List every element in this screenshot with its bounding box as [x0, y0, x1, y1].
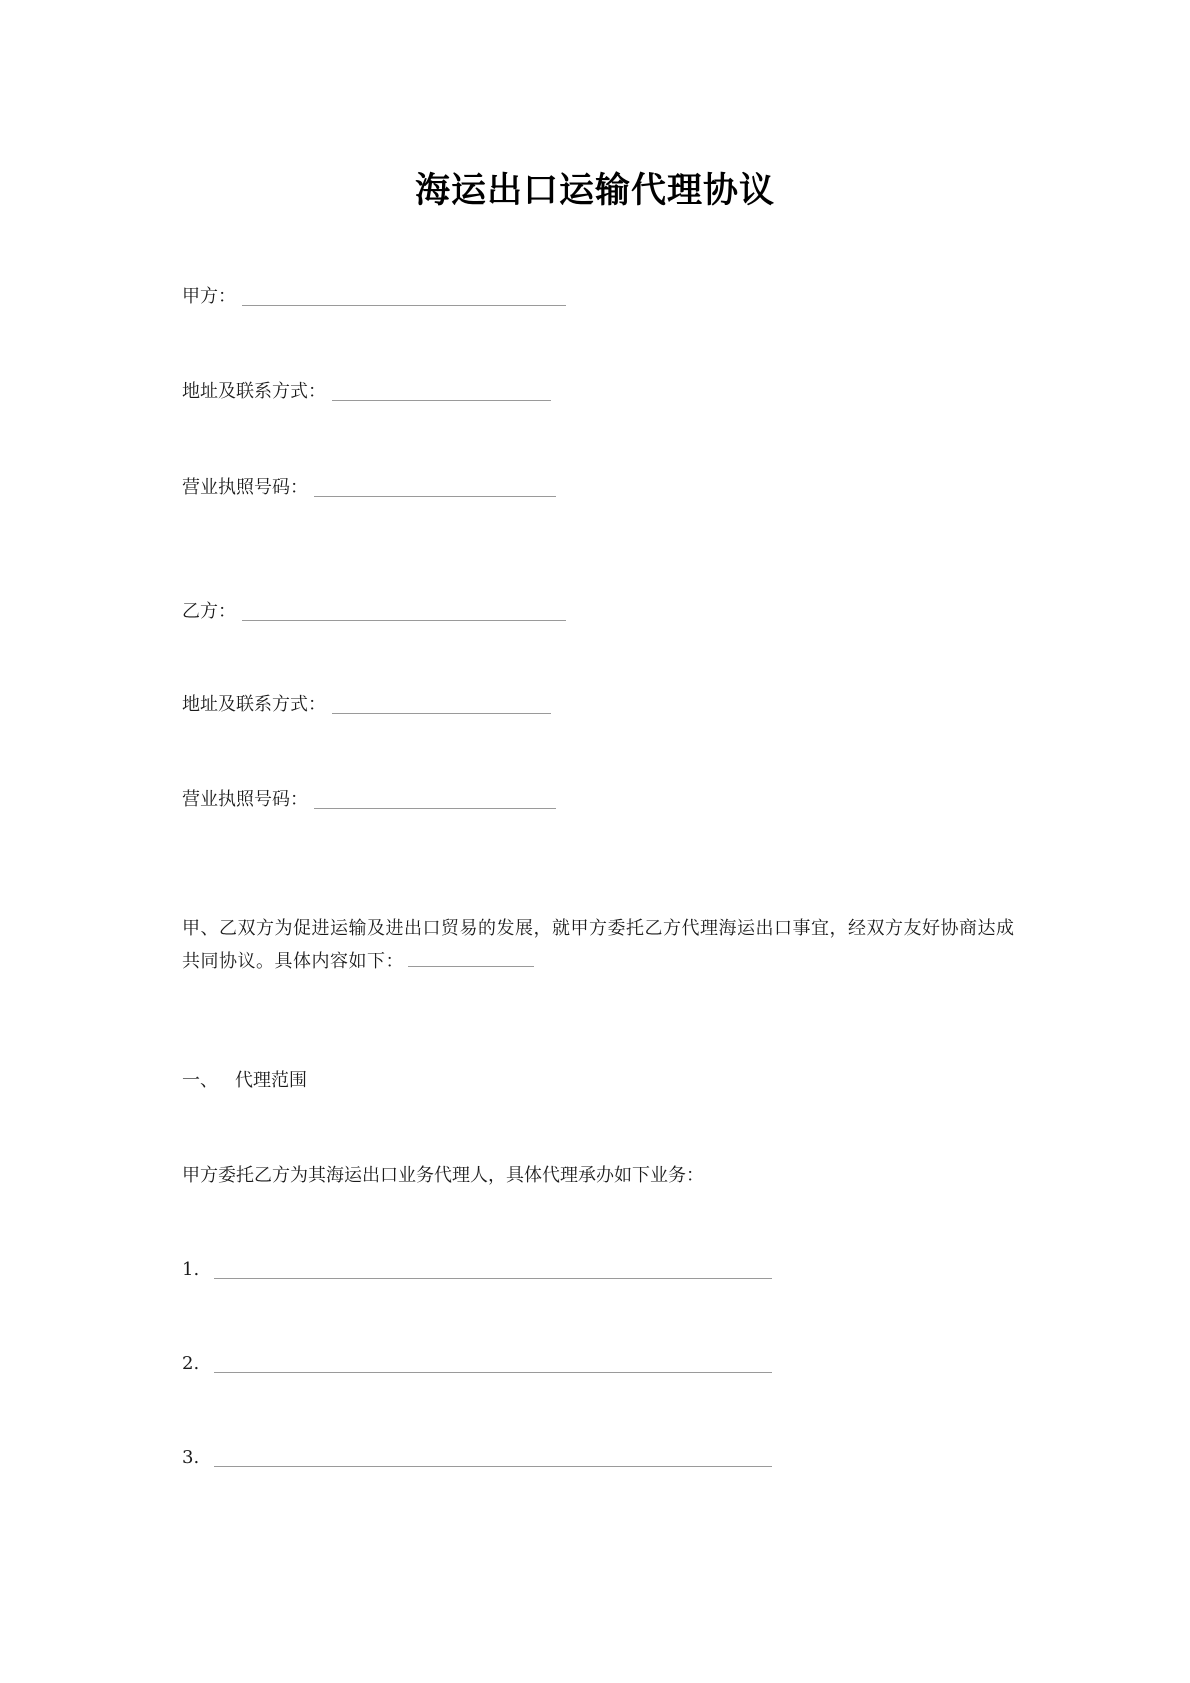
party-a-name-row [182, 285, 566, 309]
party-b-name-label: 乙方： [182, 601, 236, 622]
item-1-number: 1. [182, 1259, 200, 1280]
party-b-name-field[interactable] [242, 602, 566, 621]
preamble-paragraph [182, 912, 1017, 978]
party-a-name-field[interactable] [242, 287, 566, 306]
party-a-license-row [182, 476, 556, 500]
section-1-heading [182, 1069, 307, 1093]
preamble-blank-field[interactable] [408, 948, 534, 967]
party-b-address-label: 地址及联系方式： [182, 694, 326, 715]
party-b-license-row [182, 788, 556, 812]
item-2-field[interactable] [214, 1354, 772, 1373]
party-a-license-label: 营业执照号码： [182, 477, 308, 498]
party-b-address-field[interactable] [332, 695, 551, 714]
item-3-number: 3. [182, 1447, 200, 1468]
preamble-text: 甲、乙双方为促进运输及进出口贸易的发展，就甲方委托乙方代理海运出口事宜，经双方友好协商达成共同协议。具体内容如下： [182, 918, 1015, 972]
party-b-license-field[interactable] [314, 790, 556, 809]
section-1-title: 代理范围 [235, 1070, 307, 1091]
party-a-license-field[interactable] [314, 478, 556, 497]
section-1-item-3 [182, 1446, 772, 1470]
party-a-address-row [182, 380, 551, 404]
section-1-item-2 [182, 1352, 772, 1376]
item-3-field[interactable] [214, 1448, 772, 1467]
party-a-address-label: 地址及联系方式： [182, 381, 326, 402]
party-b-license-label: 营业执照号码： [182, 789, 308, 810]
item-2-number: 2. [182, 1353, 200, 1374]
party-a-name-label: 甲方： [182, 286, 236, 307]
section-1-intro: 甲方委托乙方为其海运出口业务代理人，具体代理承办如下业务： [182, 1165, 704, 1186]
document-title: 海运出口运输代理协议 [414, 171, 775, 211]
section-1-item-1 [182, 1258, 772, 1282]
party-b-address-row [182, 693, 551, 717]
item-1-field[interactable] [214, 1260, 772, 1279]
party-b-name-row [182, 600, 566, 624]
party-a-address-field[interactable] [332, 382, 551, 401]
section-1-number: 一、 [182, 1070, 218, 1091]
